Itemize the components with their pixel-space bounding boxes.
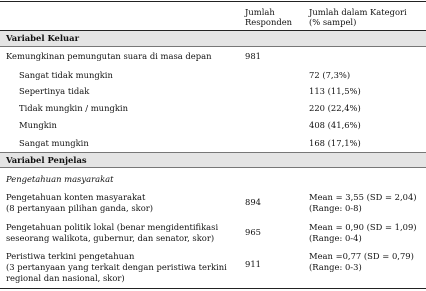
outcome-row-value: 408 (41,6%) [309,120,361,130]
outcome-row-value: 168 (17,1%) [309,138,361,148]
explanatory-row-label-line2: (8 pertanyaan pilihan ganda, skor) [6,203,154,213]
outcome-title-rule [0,46,426,47]
explanatory-row-value-line1: Mean = 0,90 (SD = 1,09) [309,222,417,232]
column-header-category-line2: (% sampel) [309,17,357,27]
subheading-public-knowledge: Pengetahuan masyarakat [6,174,114,184]
explanatory-row-label-line1: Pengetahuan konten masyarakat [6,192,146,202]
table-bottom-rule [0,288,426,289]
explanatory-row-value-line2: (Range: 0-8) [309,203,362,213]
explanatory-title-rule [0,167,426,168]
explanatory-row-value-line2: (Range: 0-3) [309,262,362,272]
column-header-respondents-line2: Responden [245,17,293,27]
outcome-main-n: 981 [245,51,261,61]
table-top-rule [0,1,426,2]
outcome-row-label: Mungkin [19,120,57,130]
explanatory-row-label-line1: Pengetahuan politik lokal (benar mengidentifikasi [6,222,219,232]
outcome-row-label: Sangat mungkin [19,138,89,148]
outcome-row-value: 220 (22,4%) [309,103,361,113]
explanatory-row-label-line2: (3 pertanyaan yang terkait dengan peristiwa terkini [6,262,227,272]
explanatory-row-n: 894 [245,197,261,207]
outcome-main-label: Kemungkinan pemungutan suara di masa depan [6,51,212,61]
explanatory-row-label-line3: regional dan nasional, skor) [6,273,125,283]
column-header-respondents-line1: Jumlah [245,7,275,17]
explanatory-row-label-line1: Peristiwa terkini pengetahuan [6,251,135,261]
explanatory-row-n: 911 [245,259,261,269]
explanatory-row-value-line1: Mean =0,77 (SD = 0,79) [309,251,414,261]
explanatory-row-value-line1: Mean = 3,55 (SD = 2,04) [309,192,417,202]
explanatory-row-label-line2: seseorang walikota, gubernur, dan senator, skor) [6,233,215,243]
explanatory-row-value-line2: (Range: 0-4) [309,233,362,243]
outcome-row-label: Tidak mungkin / mungkin [19,103,128,113]
explanatory-row-n: 965 [245,227,261,237]
outcome-row-value: 113 (11,5%) [309,86,361,96]
column-header-category-line1: Jumlah dalam Kategori [309,7,407,17]
header-rule [0,30,426,31]
outcome-row-label: Sangat tidak mungkin [19,70,113,80]
section-title-explanatory: Variabel Penjelas [6,155,87,165]
outcome-row-value: 72 (7,3%) [309,70,351,80]
outcome-row-label: Sepertinya tidak [19,86,90,96]
section-title-outcome: Variabel Keluar [6,33,79,43]
explanatory-top-rule [0,152,426,153]
